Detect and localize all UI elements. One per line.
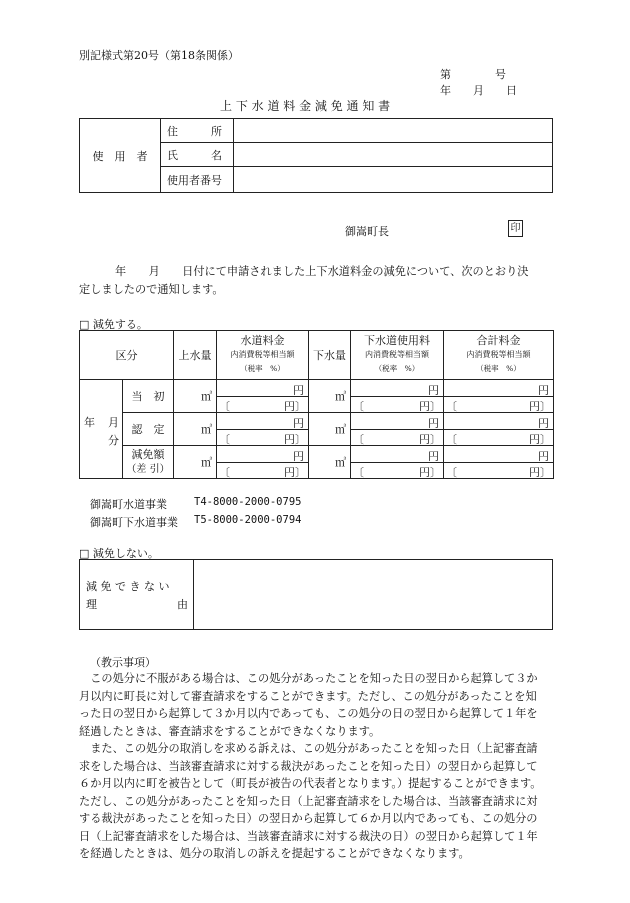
table-row-initial: [80, 380, 554, 413]
yen-unit: 円: [293, 417, 304, 430]
total-fee-approved[interactable]: [444, 413, 554, 446]
name-field[interactable]: [234, 143, 553, 167]
yen-unit: 円: [538, 384, 549, 397]
row-label-approved: 認 定: [123, 413, 174, 446]
total-tax-rate: （税率 %）: [476, 364, 521, 373]
water-volume-reduction[interactable]: ㎥: [174, 446, 217, 479]
user-number-field[interactable]: [234, 167, 553, 193]
form-number: 別記様式第20号（第18条関係）: [79, 49, 239, 62]
bracket-open: 〔: [446, 433, 457, 446]
table-row-approved: [80, 413, 554, 446]
seal-mark: 印: [508, 220, 523, 237]
water-volume-initial[interactable]: ㎥: [174, 380, 217, 413]
sewer-fee-reduction[interactable]: [351, 446, 444, 479]
yen-unit: 円: [428, 384, 439, 397]
sewer-fee-approved[interactable]: [351, 413, 444, 446]
date-label: 年 月 日: [440, 84, 517, 97]
water-tax-included: 内消費税等相当額: [230, 350, 295, 359]
address-field[interactable]: [234, 119, 553, 143]
instruction-line: ６か月以内に町を被告として（町長が被告の代表者となります。）提起することができます。: [79, 777, 542, 790]
document-title: 上 下 水 道 料 金 減 免 通 知 書: [220, 99, 391, 113]
yen-unit: 円: [428, 417, 439, 430]
reason-label-ri: 理: [86, 598, 97, 611]
header-water-fee: [217, 331, 309, 380]
bracket-close: 円〕: [419, 466, 441, 479]
bracket-open: 〔: [353, 433, 364, 446]
bracket-close: 円〕: [419, 400, 441, 413]
bracket-close: 円〕: [284, 466, 306, 479]
sewer-fee-initial[interactable]: [351, 380, 444, 413]
bracket-open: 〔: [353, 400, 364, 413]
yen-unit: 円: [538, 450, 549, 463]
intro-line-1: 年 月 日付にて申請されました上下水道料金の減免について、次のとおり決: [115, 265, 529, 278]
bracket-open: 〔: [219, 400, 230, 413]
instruction-line: する裁決があったことを知った日）の翌日から起算して６か月以内であっても、この処分の: [79, 812, 538, 825]
period-year: 年: [84, 416, 95, 429]
instruction-line: 日（上記審査請求をした場合は、当該審査請求に対する裁決の日）の翌日から起算して１年: [79, 829, 538, 843]
instruction-line: った日の翌日から起算して３か月以内であっても、この処分の日の翌日から起算して１年を: [79, 707, 538, 720]
table-row-reduction: [80, 446, 554, 479]
header-sewer-fee: [351, 331, 444, 380]
total-fee-reduction[interactable]: [444, 446, 554, 479]
header-water-volume: 上水量: [174, 331, 217, 380]
bracket-open: 〔: [353, 466, 364, 479]
business-water-name: 御嵩町水道事業: [90, 498, 167, 511]
header-sewer-volume: 下水量: [309, 331, 351, 380]
total-fee-initial[interactable]: [444, 380, 554, 413]
instruction-line: また、この処分の取消しを求める訴えは、この処分があったことを知った日（上記審査請: [79, 742, 538, 755]
yen-unit: 円: [538, 417, 549, 430]
reduce-checkbox[interactable]: □ 減免する。: [79, 318, 148, 331]
total-fee-label: 合計料金: [476, 334, 521, 347]
no-reduce-checkbox[interactable]: □ 減免しない。: [79, 547, 159, 560]
business-sewer-reg: T5-8000-2000-0794: [194, 514, 302, 526]
document-number-label: 第 号: [440, 68, 506, 81]
sewer-volume-initial[interactable]: ㎥: [309, 380, 351, 413]
bracket-open: 〔: [219, 466, 230, 479]
intro-line-2: 定しましたので通知します。: [79, 283, 224, 296]
sewer-volume-approved[interactable]: ㎥: [309, 413, 351, 446]
yen-unit: 円: [428, 450, 439, 463]
yen-unit: 円: [293, 450, 304, 463]
instruction-line: を経過したときは、処分の取消しの訴えを提起することができなくなります。: [79, 847, 470, 860]
period-month: 月: [108, 416, 119, 429]
reason-label-yu: 由: [177, 598, 188, 611]
business-sewer-name: 御嵩町下水道事業: [90, 516, 178, 529]
instruction-line: この処分に不服がある場合は、この処分があったことを知った日の翌日から起算して３か: [79, 672, 538, 685]
reason-field[interactable]: [194, 560, 553, 630]
bracket-open: 〔: [219, 433, 230, 446]
total-tax-included: 内消費税等相当額: [466, 350, 531, 359]
reduction-label: 減免額: [131, 448, 165, 461]
water-volume-approved[interactable]: ㎥: [174, 413, 217, 446]
bracket-open: 〔: [446, 466, 457, 479]
water-fee-approved[interactable]: [217, 413, 309, 446]
reason-table: [79, 559, 553, 630]
user-number-label: 使用者番号: [161, 167, 234, 193]
reason-label-cell: [80, 560, 194, 630]
name-label: 氏 名: [161, 143, 234, 167]
reason-label-top: 減 免 で き な い: [86, 580, 170, 593]
bracket-close: 円〕: [284, 433, 306, 446]
user-info-table: [79, 118, 553, 193]
instruction-line: ただし、この処分があったことを知った日（上記審査請求をした場合は、当該審査請求に対: [79, 794, 538, 808]
bracket-close: 円〕: [284, 400, 306, 413]
water-fee-initial[interactable]: [217, 380, 309, 413]
bracket-close: 円〕: [419, 433, 441, 446]
period-cell: [80, 380, 123, 479]
sewer-volume-reduction[interactable]: ㎥: [309, 446, 351, 479]
row-label-initial: 当 初: [123, 380, 174, 413]
instruction-line: 求をした場合は、当該審査請求に対する裁決があったことを知った日）の翌日から起算して: [79, 759, 538, 773]
header-kubun: 区分: [80, 331, 174, 380]
bracket-open: 〔: [446, 400, 457, 413]
water-fee-reduction[interactable]: [217, 446, 309, 479]
business-water-reg: T4-8000-2000-0795: [194, 496, 302, 508]
user-group-label: 使 用 者: [80, 119, 161, 193]
instruction-line: 月以内に町長に対して審査請求をすることができます。ただし、この処分があったことを知: [79, 689, 537, 703]
water-tax-rate: （税率 %）: [240, 364, 285, 373]
address-label: 住 所: [161, 119, 234, 143]
fee-table: [79, 330, 554, 479]
row-label-reduction: [123, 446, 174, 479]
bracket-close: 円〕: [529, 400, 551, 413]
instruction-body: [79, 670, 559, 863]
sewer-tax-rate: （税率 %）: [374, 364, 420, 373]
water-fee-label: 水道料金: [240, 334, 285, 347]
header-total-fee: [444, 331, 554, 380]
period-bun: 分: [108, 434, 119, 447]
yen-unit: 円: [293, 384, 304, 397]
reduction-sub-label: （差 引）: [126, 464, 170, 475]
instruction-line: 経過したときは、審査請求をすることができなくなります。: [79, 724, 381, 738]
bracket-close: 円〕: [529, 466, 551, 479]
sewer-fee-label: 下水道使用料: [364, 334, 430, 347]
issuer-name: 御嵩町長: [345, 225, 389, 238]
instruction-heading: （教示事項）: [90, 656, 156, 669]
bracket-close: 円〕: [529, 433, 551, 446]
sewer-tax-included: 内消費税等相当額: [365, 350, 429, 359]
